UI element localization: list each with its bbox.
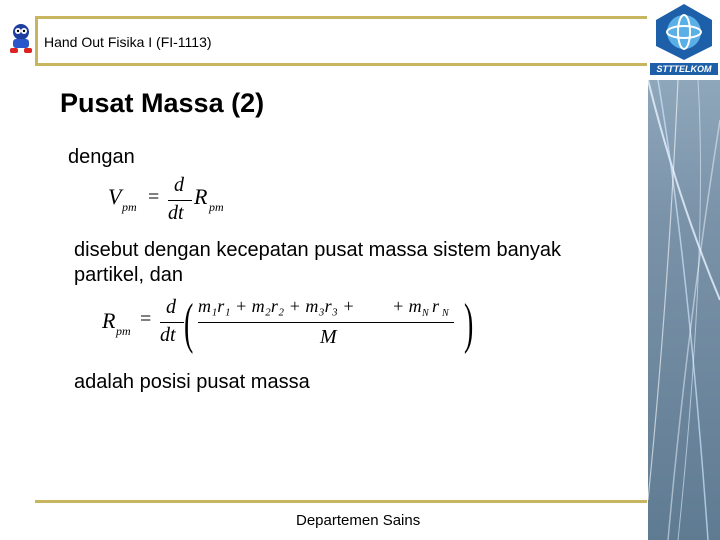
eq2-fraction-bar-d — [160, 322, 184, 323]
eq2-num: d — [166, 296, 176, 318]
equation-position — [102, 290, 492, 355]
eq2-fraction-bar-main — [198, 322, 454, 323]
eq1-lhs: V — [108, 184, 122, 209]
eq2-paren-left: ( — [184, 293, 194, 355]
eq2-den: dt — [160, 324, 176, 346]
eq1-fraction-bar — [168, 200, 192, 201]
eq1-den: dt — [168, 202, 184, 224]
text-line2: disebut dengan kecepatan pusat massa sistem banyak — [74, 239, 561, 261]
eq2-frac-num: m₁r₁ + m₂r₂ + m₃r₃ + — [198, 296, 355, 316]
eq2-equals: = — [140, 308, 152, 330]
eq1-rhs-sub: pm — [209, 200, 224, 214]
eq1-num: d — [174, 174, 184, 196]
logo-label: STTTELKOM — [650, 63, 718, 75]
eq2-frac-num-rsub: N — [442, 308, 449, 319]
footer-label: Departemen Sains — [296, 512, 421, 529]
side-decoration — [648, 0, 720, 540]
eq2-frac-num-tail: + m — [392, 296, 422, 316]
globe-logo-icon — [648, 0, 720, 62]
eq1-rhs: R — [194, 184, 208, 209]
header-title: Hand Out Fisika I (FI-1113) — [44, 34, 212, 50]
eq1-lhs-sub: pm — [122, 200, 137, 214]
eq2-frac-den: M — [320, 326, 337, 348]
footer-rule — [35, 500, 647, 503]
eq2-paren-right: ) — [464, 293, 474, 355]
equation-velocity — [108, 170, 238, 230]
eq2-lhs: R — [102, 308, 116, 333]
mascot-logo — [6, 22, 36, 54]
text-dengan: dengan — [68, 146, 135, 168]
eq2-lhs-sub: pm — [116, 324, 131, 338]
eq2-frac-num-r: r — [432, 296, 440, 316]
eq1-equals: = — [148, 186, 160, 208]
light-streaks — [648, 0, 720, 540]
text-line4: adalah posisi pusat massa — [74, 371, 310, 393]
eq2-frac-num-sub: N — [422, 308, 429, 319]
slide-title: Pusat Massa (2) — [60, 88, 265, 118]
text-line3: partikel, dan — [74, 264, 183, 286]
